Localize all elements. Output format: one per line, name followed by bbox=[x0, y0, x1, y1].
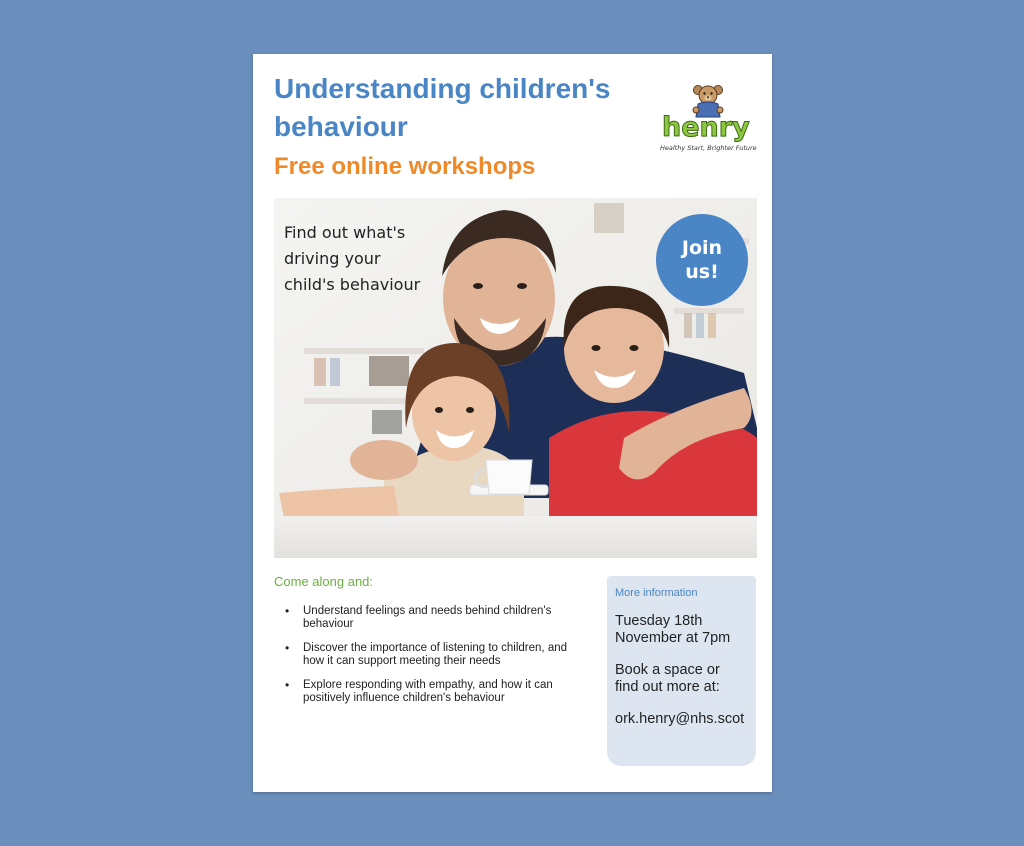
flyer-title: Understanding children's behaviour bbox=[274, 73, 611, 142]
henry-logo bbox=[658, 84, 758, 156]
list-item: • Explore responding with empathy, and how it can positively influence children's behaviour bbox=[285, 678, 553, 704]
logo-wordmark: henry bbox=[662, 112, 750, 143]
event-date: Tuesday 18th November at 7pm bbox=[615, 613, 731, 646]
list-item-text: Discover the importance of listening to children, and how it can support meeting their needs bbox=[303, 642, 568, 667]
contact-email[interactable]: ork.henry@nhs.scot bbox=[615, 711, 745, 727]
logo-tagline: Healthy Start, Brighter Future bbox=[660, 144, 757, 152]
info-heading: More information bbox=[615, 587, 698, 599]
list-item-text: Understand feelings and needs behind children's behaviour bbox=[303, 605, 552, 630]
flyer-page bbox=[253, 54, 772, 792]
family-photo bbox=[274, 198, 757, 558]
flyer-subtitle: Free online workshops bbox=[274, 153, 536, 180]
list-item-text: Explore responding with empathy, and how it can positively influence children's behaviour bbox=[303, 679, 553, 704]
info-box bbox=[607, 576, 756, 766]
come-along-label: Come along and: bbox=[274, 574, 374, 589]
list-item: • Understand feelings and needs behind children's behaviour bbox=[285, 604, 552, 630]
booking-text: Book a space or find out more at: bbox=[615, 662, 720, 695]
join-us-badge: Join us! bbox=[656, 214, 748, 306]
activity-list bbox=[274, 605, 584, 716]
list-item: • Discover the importance of listening to children, and how it can support meeting their needs bbox=[285, 641, 568, 667]
photo-caption: Find out what's driving your child's behaviour bbox=[284, 223, 421, 294]
